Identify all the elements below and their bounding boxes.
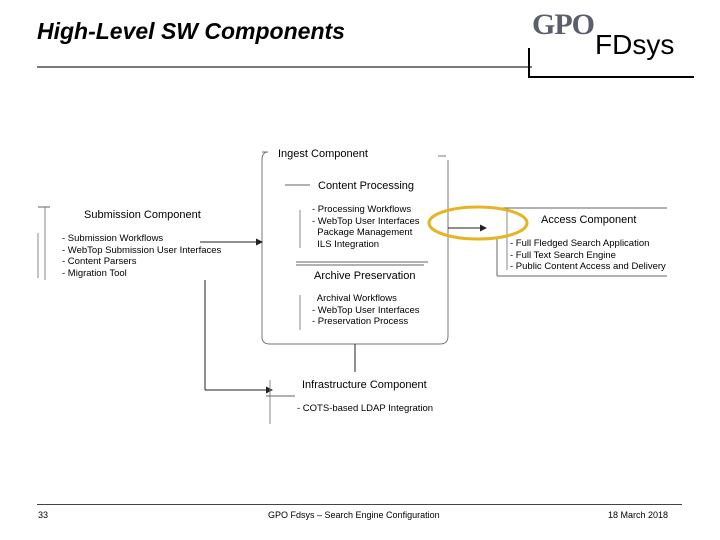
footer-title: GPO Fdsys – Search Engine Configuration	[268, 510, 440, 520]
list-item: ILS Integration	[312, 238, 380, 250]
archive-preservation-list	[312, 293, 420, 328]
access-component-list	[510, 238, 666, 273]
list-item: - Full Fledged Search Application	[510, 238, 650, 249]
fdsys-logo-text: FDsys	[595, 29, 675, 60]
list-item: Package Management	[312, 227, 413, 238]
footer-divider	[37, 504, 682, 505]
access-component-title: Access Component	[541, 214, 637, 226]
list-item: Archival Workflows	[312, 293, 397, 304]
highlight-oval	[429, 207, 527, 239]
list-item: - WebTop User Interfaces	[312, 215, 420, 227]
list-item: - Content Parsers	[62, 256, 137, 267]
slide-title: High-Level SW Components	[37, 18, 345, 44]
infrastructure-component-title: Infrastructure Component	[302, 379, 427, 391]
content-processing-title: Content Processing	[318, 180, 414, 192]
page-number: 33	[38, 510, 49, 520]
list-item: - Processing Workflows	[312, 204, 412, 215]
ingest-component-title: Ingest Component	[278, 148, 368, 160]
submission-component-list	[62, 233, 221, 279]
list-item: - COTS-based LDAP Integration	[297, 403, 434, 414]
list-item: - Public Content Access and Delivery	[510, 261, 666, 272]
footer-date: 18 March 2018	[608, 510, 669, 520]
gpo-logo-mark: GPO	[532, 8, 594, 41]
list-item: - Preservation Process	[312, 316, 409, 327]
list-item: - Submission Workflows	[62, 233, 164, 244]
list-item: - WebTop Submission User Interfaces	[62, 244, 222, 256]
infrastructure-component-list	[297, 403, 433, 415]
list-item: - Migration Tool	[62, 267, 127, 279]
content-processing-list	[312, 204, 420, 250]
list-item: - Full Text Search Engine	[510, 249, 616, 261]
list-item: - WebTop User Interfaces	[312, 304, 420, 316]
archive-preservation-title: Archive Preservation	[314, 270, 416, 282]
submission-component-title: Submission Component	[84, 209, 201, 221]
